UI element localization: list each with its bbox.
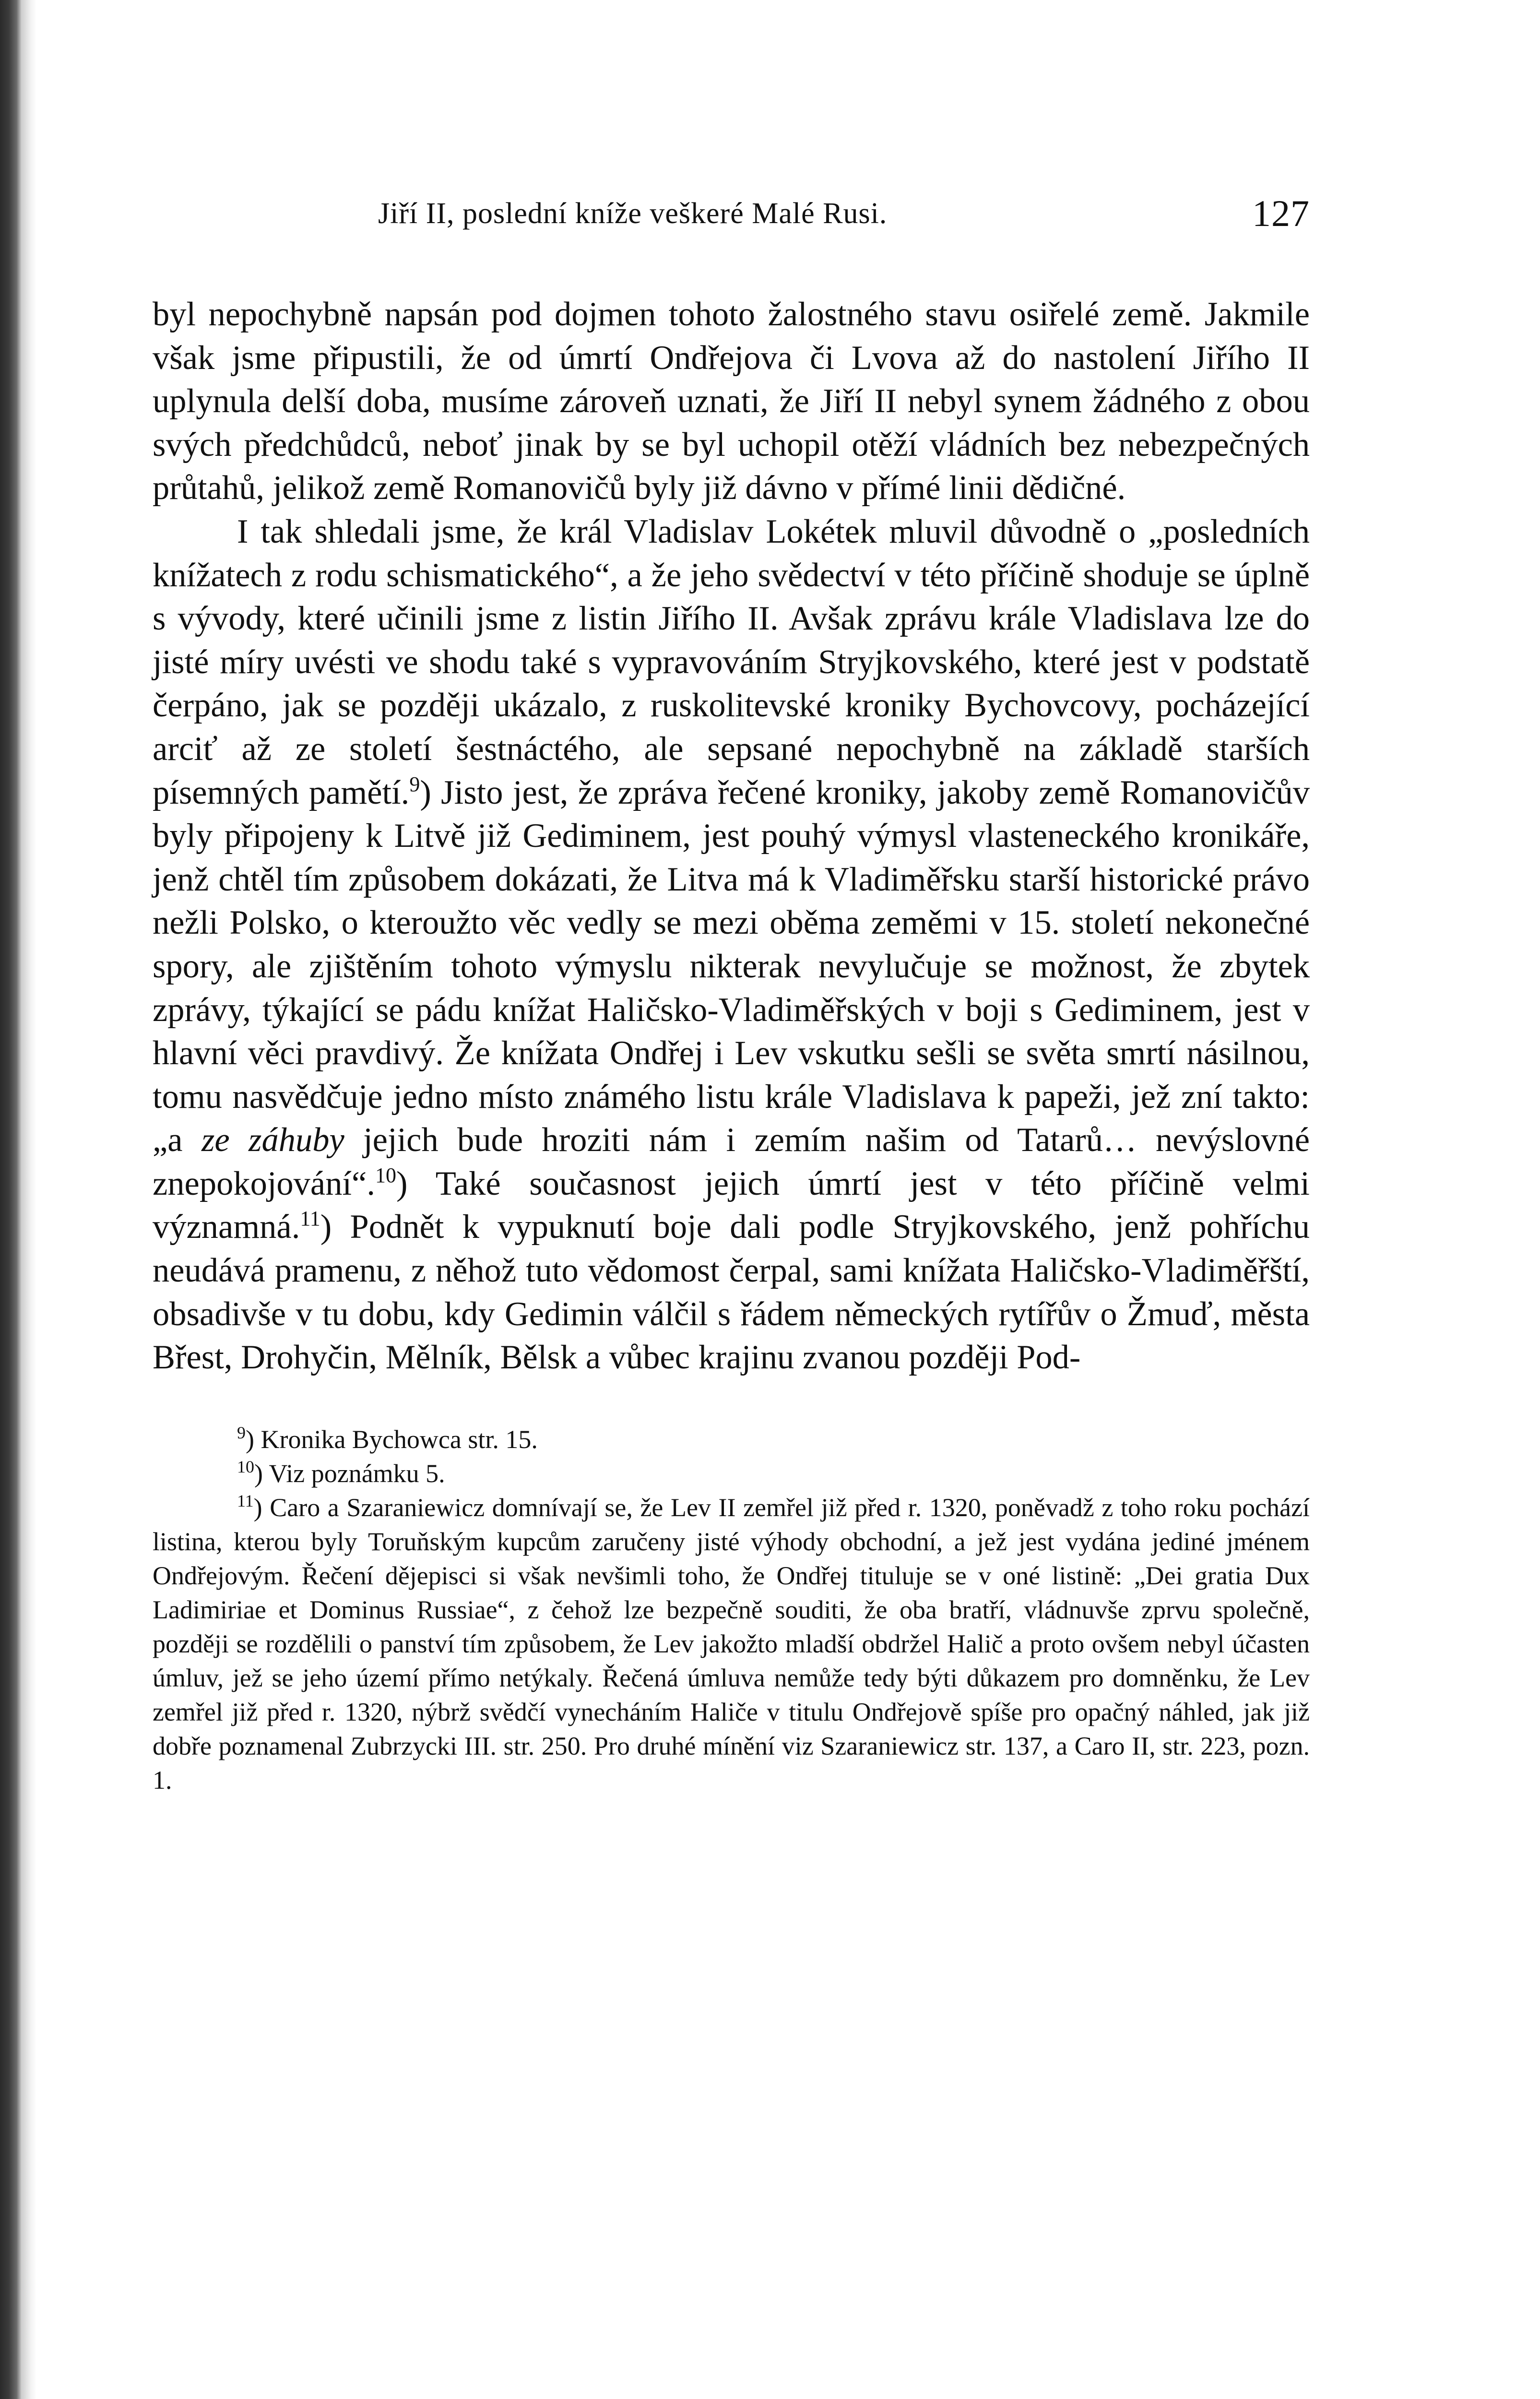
footnote-mark: 9 (237, 1423, 246, 1442)
running-head (153, 192, 1310, 245)
footnote-text: ) Caro a Szaraniewicz domnívají se, že Lev II zemřel již před r. 1320, poněvadž z toho roku pochází listina, kterou byly Toruňským kupcům zaručeny jisté výhody obchodní, a jež jest vydána jediné jménem Ondřejovým. Řečení dějepisci si však nevšimli toho, že Ondřej tituluje se v oné listině: „Dei gratia Dux Ladimiriae et Dominus Russiae“, z čehož lze bezpečně souditi, že oba bratří, vládnuvše zprvu společně, později se rozdělili o panství tím způsobem, že Lev jakožto mladší obdržel Halič a proto ovšem nebyl účasten úmluv, jež se jeho území přímo netýkaly. Řečená úmluva nemůže tedy býti důkazem pro domněnku, že Lev zemřel již před r. 1320, nýbrž svědčí vynecháním Haliče v titulu Ondřejově spíše pro opačný náhled, jak již dobře poznamenal Zubrzycki III. str. 250. Pro druhé mínění viz Szaraniewicz str. 137, a Caro II, str. 223, pozn. 1. (153, 1493, 1310, 1794)
footnotes (153, 1423, 1310, 1797)
footnote-mark: 11 (237, 1491, 254, 1510)
footnote-mark: 10 (237, 1457, 254, 1476)
paragraph-2-part-a: I tak shledali jsme, že král Vladislav Lokétek mluvil důvodně o „posledních knížatech z rodu schismatického“, a že jeho svědectví v této příčině shoduje se úplně s vývody, které učinili jsme z listin Jiřího II. Avšak zprávu krále Vladislava lze do jisté míry uvésti ve shodu také s vypravováním Stryjkovského, které jest v podstatě čerpáno, jak se později ukázalo, z ruskolitevské kroniky Bychovcovy, pocházející arciť až ze století šestnáctého, ale sepsané nepochybně na základě starších písemných pamětí. (153, 512, 1310, 811)
footnote-10 (153, 1457, 1310, 1491)
italic-quote: ze záhuby (201, 1121, 344, 1159)
paragraph-2-part-b: ) Jisto jest, že zpráva řečené kroniky, jakoby země Romanovičův byly připojeny k Litvě již Gediminem, jest pouhý výmysl vlasteneckého kronikáře, jenž chtěl tím způsobem dokázati, že Litva má k Vladiměřsku starší historické právo nežli Polsko, o kteroužto věc vedly se mezi oběma zeměmi v 15. století nekonečné spory, ale zjištěním tohoto výmyslu nikterak nevylučuje se možnost, že zbytek zprávy, týkající se pádu knížat Haličsko-Vladiměřských v boji s Gediminem, jest v hlavní věci pravdivý. Že knížata Ondřej i Lev vskutku sešli se světa smrtí násilnou, tomu nasvědčuje jedno místo známého listu krále Vladislava k papeži, jež zní takto: „a (153, 773, 1310, 1159)
paragraph-1: byl nepochybně napsán pod dojmen tohoto žalostného stavu osiřelé země. Jakmile však jsme připustili, že od úmrtí Ondřejova či Lvova až do nastolení Jiřího II uplynula delší doba, musíme zároveň uznati, že Jiří II nebyl synem žádného z obou svých předchůdců, neboť jinak by se byl uchopil otěží vládních bez nebezpečných průtahů, jelikož země Romanovičů byly již dávno v přímé linii dědičné. (153, 296, 1310, 507)
paragraph-2 (153, 510, 1310, 1379)
binding-shadow (22, 0, 36, 2399)
footnote-9 (153, 1423, 1310, 1457)
footnote-ref-11: 11 (300, 1207, 320, 1231)
footnote-ref-9: 9 (409, 772, 420, 796)
paragraph-2-part-e: ) Podnět k vypuknutí boje dali podle Stryjkovského, jenž pohříchu neudává pramenu, z něhož tuto vědomost čerpal, sami knížata Haličsko-Vladiměřští, obsadivše v tu dobu, kdy Gedimin válčil s řádem německých rytířův o Žmuď, města Břest, Drohyčin, Mělník, Bělsk a vůbec krajinu zvanou později Pod- (153, 1208, 1310, 1377)
page-number: 127 (1252, 192, 1310, 234)
book-binding-edge (0, 0, 22, 2399)
book-page (153, 192, 1310, 1797)
body-text (153, 293, 1310, 1379)
footnote-ref-10: 10 (375, 1163, 396, 1187)
footnote-text: ) Viz poznámku 5. (254, 1459, 445, 1488)
paragraph-2-part-c: jejich bude hroziti nám i zemím našim od Tatarů… nevýslovné znepokojování“. (153, 1121, 1310, 1202)
footnote-text: ) Kronika Bychowca str. 15. (246, 1425, 538, 1454)
footnote-11 (153, 1491, 1310, 1797)
running-title: Jiří II, poslední kníže veškeré Malé Rusi. (378, 197, 888, 230)
paragraph-2-part-d: ) Také současnost jejich úmrtí jest v této příčině velmi významná. (153, 1164, 1310, 1246)
